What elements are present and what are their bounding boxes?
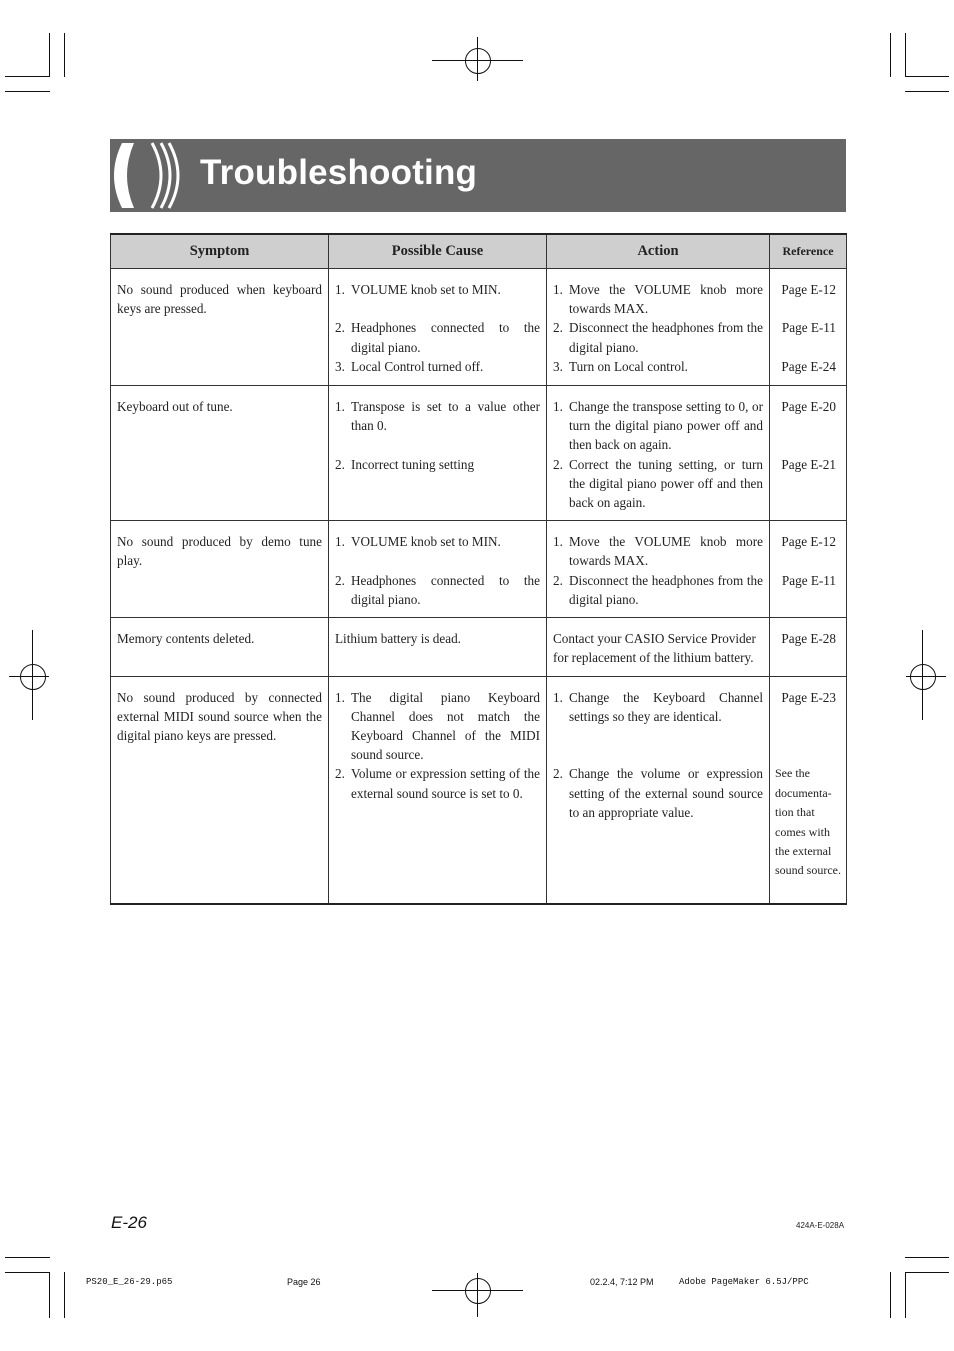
crop-mark (905, 1272, 906, 1318)
slug-page-label: Page 26 (287, 1277, 321, 1287)
page-title: Troubleshooting (200, 153, 478, 192)
cause-cell (329, 269, 547, 386)
reference-link: Page E-24 (781, 358, 836, 374)
crop-mark (905, 33, 906, 77)
reference-link: Page E-12 (781, 282, 836, 297)
action-item: 3. Turn on Local control. (553, 358, 688, 374)
crop-mark (5, 1272, 50, 1273)
action-item: 2. Disconnect the headphones from the digital piano. (553, 572, 763, 607)
cause-item: 2. Volume or expression setting of the external sound source is set to 0. (335, 766, 540, 801)
cause-item: 1. The digital piano Keyboard Channel does not match the Keyboard Channel of the MIDI sound source. (335, 689, 540, 763)
table-row (111, 269, 847, 386)
symptom-cell: No sound produced by demo tune play. (111, 521, 329, 618)
action-cell: Contact your CASIO Service Provider for replacement of the lithium battery. (547, 618, 770, 676)
reference-link: Page E-23 (781, 689, 836, 705)
table-row (111, 521, 847, 618)
cause-cell (329, 676, 547, 904)
cause-item: 1. VOLUME knob set to MIN. (335, 282, 501, 297)
crop-mark (64, 1272, 65, 1318)
crop-mark (890, 33, 891, 77)
title-banner (110, 139, 846, 212)
cause-cell: Lithium battery is dead. (329, 618, 547, 676)
reference-link: Page E-28 (781, 631, 836, 647)
crop-mark (905, 1272, 949, 1273)
action-cell (547, 521, 770, 618)
action-header: Action (547, 234, 770, 269)
action-item: 2. Disconnect the headphones from the digital piano. (553, 320, 763, 355)
symptom-cell: Keyboard out of tune. (111, 386, 329, 521)
crop-mark (905, 91, 949, 92)
symptom-cell: No sound produced by connected external MIDI sound source when the digital piano keys are pressed. (111, 676, 329, 904)
slug-timestamp: 02.2.4, 7:12 PM (590, 1277, 654, 1287)
cause-item: 3. Local Control turned off. (335, 358, 484, 374)
cause-item: 1. Transpose is set to a value other than 0. (335, 399, 540, 434)
reference-cell (770, 521, 847, 618)
cause-item: 1. VOLUME knob set to MIN. (335, 534, 501, 550)
action-item: 1. Change the transpose setting to 0, or turn the digital piano power off and then back on again. (553, 399, 763, 453)
action-item: 1. Move the VOLUME knob more towards MAX. (553, 282, 763, 317)
crop-mark (905, 1257, 949, 1258)
registration-circle (465, 1278, 491, 1304)
action-cell (547, 269, 770, 386)
cause-item: 2. Headphones connected to the digital piano. (335, 320, 540, 355)
document-id: 424A-E-028A (796, 1221, 845, 1230)
crop-mark (49, 33, 50, 77)
crop-mark (5, 91, 50, 92)
action-cell (547, 676, 770, 904)
action-item: 1. Move the VOLUME knob more towards MAX. (553, 534, 763, 569)
slug-file-name: PS20_E_26-29.p65 (86, 1277, 173, 1287)
reference-link: Page E-20 (781, 399, 836, 414)
cause-header: Possible Cause (329, 234, 547, 269)
registration-circle (465, 48, 491, 74)
action-cell (547, 386, 770, 521)
table-row (111, 386, 847, 521)
page-number: E-26 (111, 1213, 147, 1232)
symptom-header: Symptom (111, 234, 329, 269)
action-item: 2. Correct the tuning setting, or turn the digital piano power off and then back on again. (553, 456, 763, 511)
crop-mark (890, 1272, 891, 1318)
registration-circle (20, 664, 46, 690)
action-item: 2. Change the volume or expression setting of the external sound source to an appropriate value. (553, 766, 763, 820)
registration-circle (910, 664, 936, 690)
reference-link: Page E-11 (781, 320, 836, 336)
reference-cell (770, 269, 847, 386)
crop-mark (49, 1272, 50, 1318)
reference-link: Page E-21 (781, 456, 836, 472)
reference-link: Page E-11 (781, 572, 836, 588)
crop-mark (905, 76, 949, 77)
cause-item: 2. Headphones connected to the digital piano. (335, 572, 540, 607)
slug-application: Adobe PageMaker 6.5J/PPC (679, 1277, 809, 1287)
reference-header: Reference (770, 234, 847, 269)
table-row (111, 618, 847, 676)
crop-mark (5, 1257, 50, 1258)
crop-mark (5, 76, 50, 77)
reference-link: Page E-12 (781, 534, 836, 550)
table-header-row (111, 234, 847, 269)
symptom-cell: Memory contents deleted. (111, 618, 329, 676)
bracket-arcs-icon (110, 139, 190, 212)
symptom-cell: No sound produced when keyboard keys are pressed. (111, 269, 329, 386)
reference-cell (770, 676, 847, 904)
action-item: 1. Change the Keyboard Channel settings so they are identical. (553, 689, 763, 724)
table-row (111, 676, 847, 904)
cause-item: 2. Incorrect tuning setting (335, 456, 475, 472)
reference-cell (770, 386, 847, 521)
cause-cell (329, 386, 547, 521)
troubleshooting-table (110, 233, 847, 905)
reference-note: See the documenta-tion that comes with the external sound source. (775, 766, 841, 878)
crop-mark (64, 33, 65, 77)
reference-cell (770, 618, 847, 676)
cause-cell (329, 521, 547, 618)
